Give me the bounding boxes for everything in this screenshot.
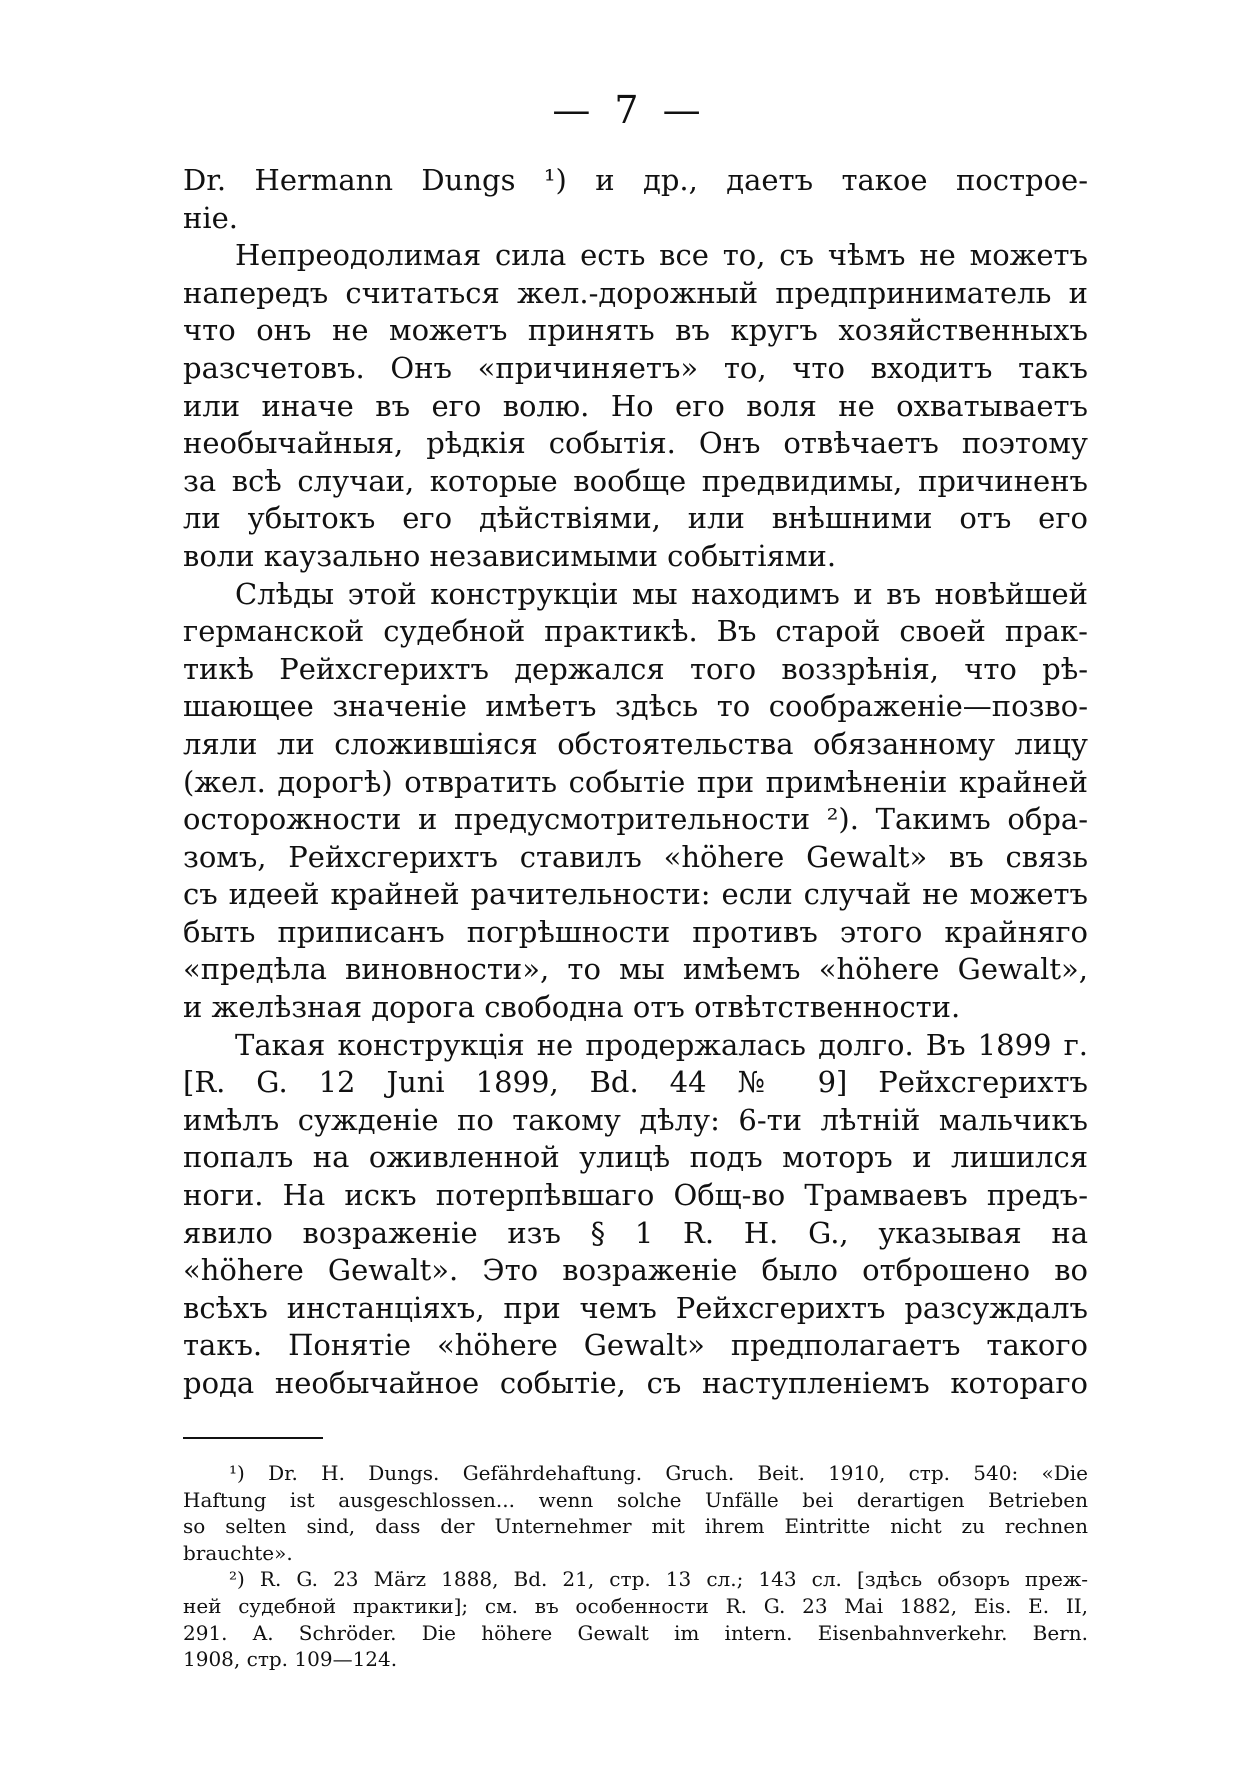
text-line: Такая конструкцiя не продержалась долго. Въ 1899 г. — [235, 1027, 1088, 1062]
text-line: Dr. Hermann Dungs ¹) и др., даетъ такое построе- — [183, 163, 1088, 197]
text-line: Непреодолимая сила есть все то, съ чѣмъ не можетъ — [235, 238, 1088, 273]
text-line: зомъ, Рейхсгерихтъ ставилъ «höhere Gewalt» въ связь — [183, 839, 1088, 874]
text-line: такъ. Понятiе «höhere Gewalt» предполагаетъ такого — [183, 1328, 1088, 1363]
footnotes — [183, 1460, 1088, 1673]
footnote-line: ней судебной практики]; см. въ особенности R. G. 23 Mai 1882, Eis. E. II, — [183, 1593, 1088, 1618]
text-line: [R. G. 12 Juni 1899, Bd. 44 № 9] Рейхсгерихтъ — [183, 1065, 1088, 1100]
footnote-line: so selten sind, dass der Unternehmer mit ihrem Eintritte nicht zu rechnen — [183, 1514, 1088, 1539]
text-line: быть приписанъ погрѣшности противъ этого крайняго — [183, 914, 1088, 949]
text-line: необычайныя, рѣдкiя событiя. Онъ отвѣчаетъ поэтому — [183, 426, 1088, 461]
text-line: разсчетовъ. Онъ «причиняетъ» то, что входитъ такъ — [183, 350, 1088, 385]
footnote-line: ²) R. G. 23 März 1888, Bd. 21, стр. 13 сл.; 143 сл. [здѣсь обзоръ преж- — [229, 1567, 1088, 1592]
text-line: Слѣды этой конструкцiи мы находимъ и въ новѣйшей — [235, 576, 1088, 611]
footnote-line: 291. A. Schröder. Die höhere Gewalt im intern. Eisenbahnverkehr. Bern. — [183, 1620, 1088, 1645]
text-line: напередъ считаться жел.-дорожный предприниматель и — [183, 275, 1088, 310]
footnote-line: 1908, стр. 109—124. — [183, 1647, 398, 1672]
text-line: тикѣ Рейхсгерихтъ держался того воззрѣнiя, что рѣ- — [183, 651, 1088, 686]
text-line: и желѣзная дорога свободна отъ отвѣтственности. — [183, 990, 961, 1025]
text-line: осторожности и предусмотрительности ²). Такимъ обра- — [183, 802, 1088, 837]
text-line: шающее значенiе имѣетъ здѣсь то соображенiе—позво- — [183, 689, 1088, 724]
text-line: явило возраженiе изъ § 1 R. H. G., указывая на — [183, 1215, 1088, 1250]
text-line: всѣхъ инстанцiяхъ, при чемъ Рейхсгерихтъ разсуждалъ — [183, 1290, 1088, 1325]
text-line: «предѣла виновности», то мы имѣемъ «höhere Gewalt», — [183, 952, 1088, 987]
text-line: ли убытокъ его дѣйствiями, или внѣшними отъ его — [183, 501, 1088, 536]
page-number: — 7 — — [552, 88, 707, 132]
text-line: воли каузально независимыми событiями. — [183, 538, 837, 573]
text-line: германской судебной практикѣ. Въ старой своей прак- — [183, 614, 1088, 649]
text-line: ляли ли сложившiяся обстоятельства обязанному лицу — [183, 726, 1088, 761]
text-line: за всѣ случаи, которые вообще предвидимы, причиненъ — [183, 463, 1088, 498]
footnote-line: brauchte». — [183, 1540, 293, 1565]
text-line: ноги. На искъ потерпѣвшаго Общ-во Трамваевъ предъ- — [183, 1178, 1088, 1213]
footnote-divider — [183, 1437, 323, 1439]
footnote-line: ¹) Dr. H. Dungs. Gefährdehaftung. Gruch. Beit. 1910, стр. 540: «Die — [229, 1461, 1088, 1485]
main-text — [183, 162, 1088, 1403]
text-line: или иначе въ его волю. Но его воля не охватываетъ — [183, 388, 1088, 423]
text-line: нie. — [183, 200, 238, 235]
footnote-line: Haftung ist ausgeschlossen... wenn solche Unfälle bei derartigen Betrieben — [183, 1487, 1088, 1512]
text-line: имѣлъ сужденiе по такому дѣлу: 6-ти лѣтнiй мальчикъ — [183, 1102, 1088, 1137]
text-line: (жел. дорогѣ) отвратить событiе при примѣненiи крайней — [183, 764, 1088, 799]
text-line: что онъ не можетъ принять въ кругъ хозяйственныхъ — [183, 313, 1088, 348]
text-line: «höhere Gewalt». Это возраженiе было отброшено во — [183, 1253, 1088, 1288]
text-line: попалъ на оживленной улицѣ подъ моторъ и лишился — [183, 1140, 1088, 1175]
text-line: рода необычайное событiе, съ наступленiемъ котораго — [183, 1366, 1088, 1400]
text-line: съ идеей крайней рачительности: если случай не можетъ — [183, 877, 1088, 912]
